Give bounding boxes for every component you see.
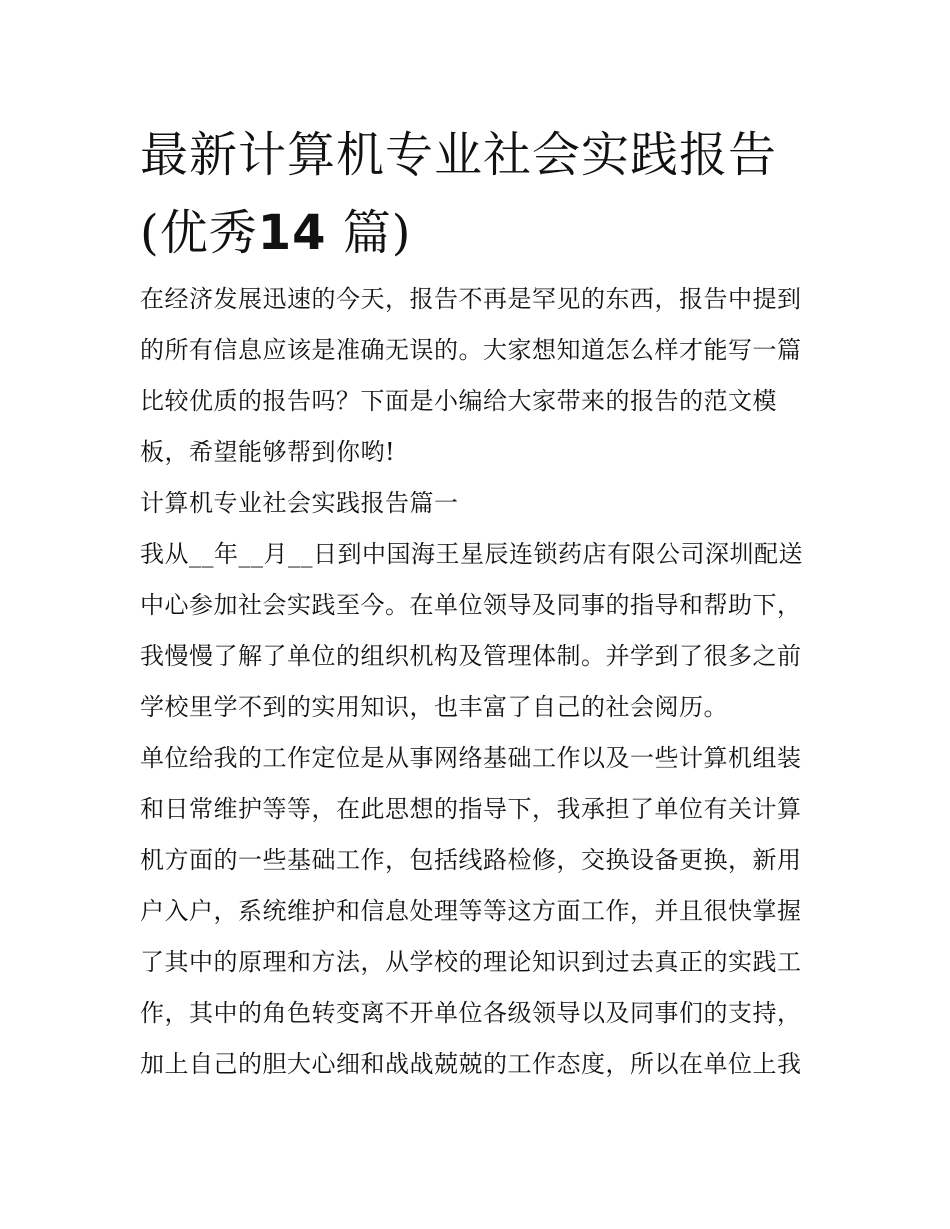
document-body: [140, 274, 816, 1090]
document-title: [140, 116, 820, 272]
title-line-2-open: (优秀: [140, 205, 258, 261]
title-line-2-number: 14: [257, 205, 327, 261]
title-line-2-close: 篇): [342, 205, 412, 261]
intro-paragraph: 在经济发展迅速的今天，报告不再是罕见的东西，报告中提到的所有信息应该是准确无误的。大家想知道怎么样才能写一篇比较优质的报告吗？下面是小编给大家带来的报告的范文模板，希望能够帮到你哟!: [140, 285, 802, 466]
body-paragraph-1: 我从__年__月__日到中国海王星辰连锁药店有限公司深圳配送中心参加社会实践至今。在单位领导及同事的指导和帮助下，我慢慢了解了单位的组织机构及管理体制。并学到了很多之前学校里学不到的实用知识，也丰富了自己的社会阅历。: [140, 540, 803, 721]
body-paragraph-2: 单位给我的工作定位是从事网络基础工作以及一些计算机组装和日常维护等等，在此思想的指导下，我承担了单位有关计算机方面的一些基础工作，包括线路检修，交换设备更换，新用户入户，系统维护和信息处理等等这方面工作，并且很快掌握了其中的原理和方法，从学校的理论知识到过去真正的实践工作，其中的角色转变离不开单位各级领导以及同事们的支持，加上自己的胆大心细和战战兢兢的工作态度，所以在单位上我: [140, 744, 802, 1078]
title-line-1: 最新计算机专业社会实践报告: [140, 127, 778, 183]
section-heading: 计算机专业社会实践报告篇一: [140, 489, 459, 517]
